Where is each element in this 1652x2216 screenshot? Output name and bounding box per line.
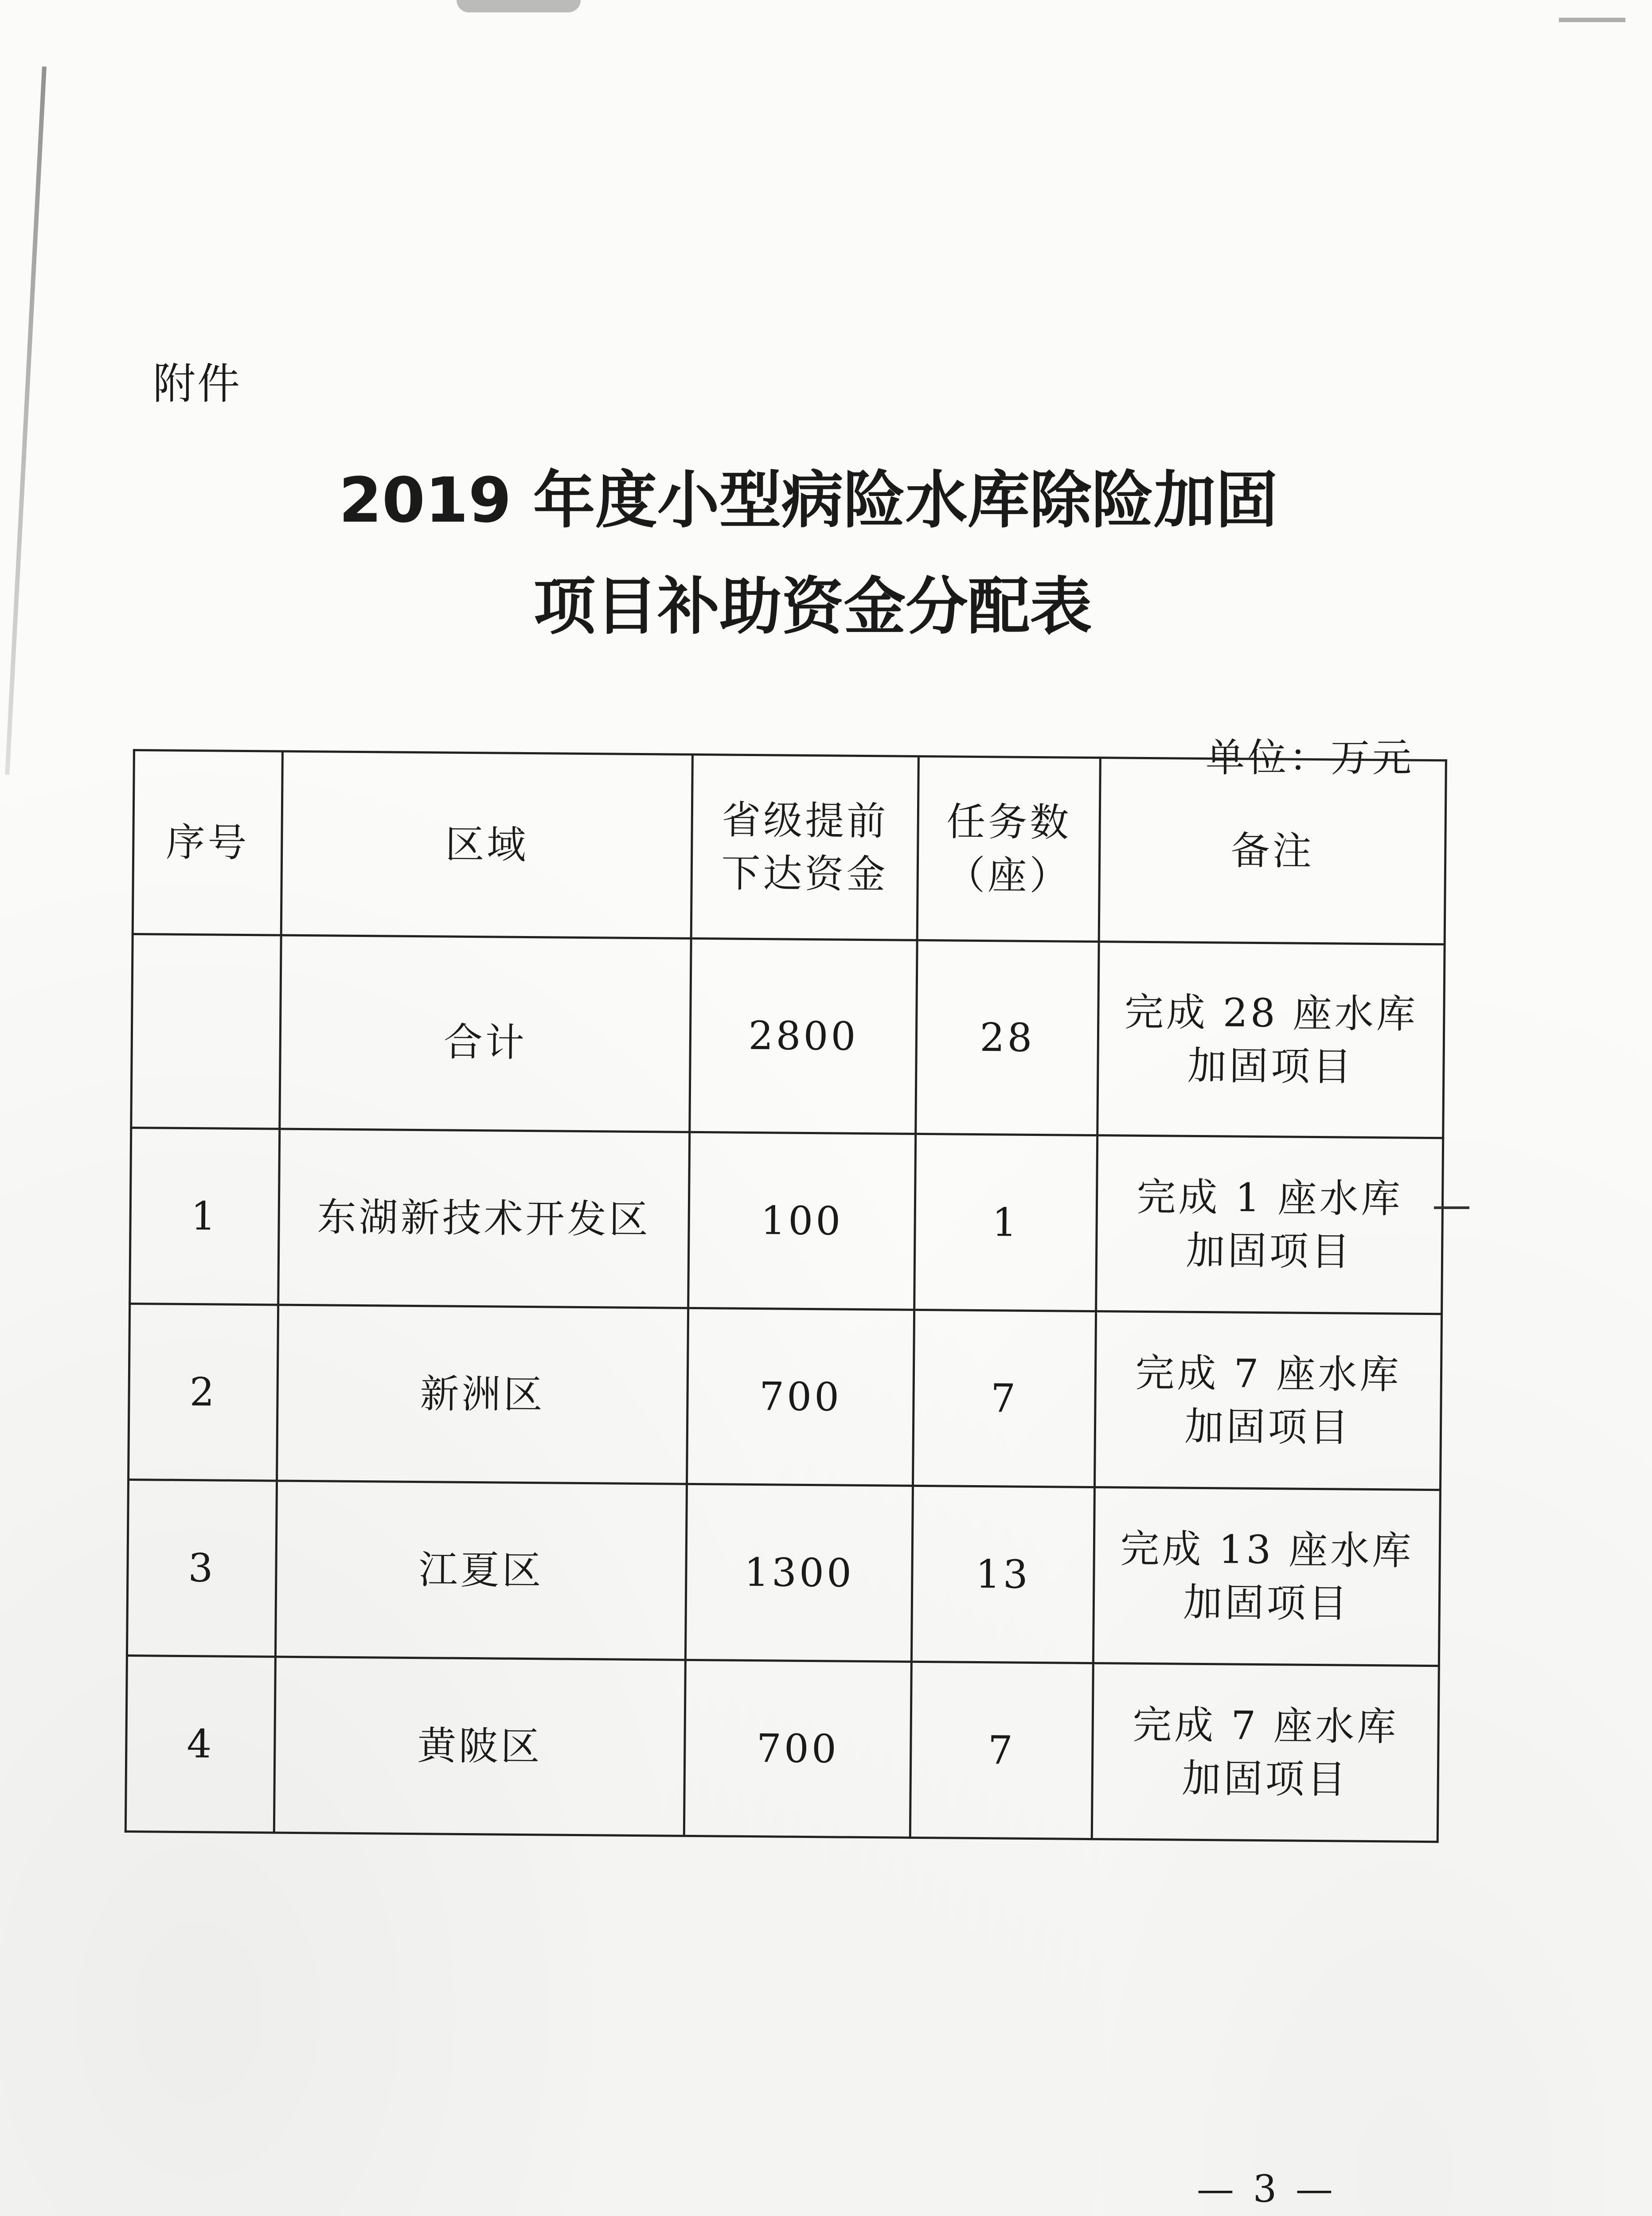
cell-no: 4 (125, 1655, 275, 1833)
cell-note-line-1: 完成 28 座水库 (1124, 989, 1418, 1037)
scan-smudge (457, 0, 581, 12)
allocation-table-wrapper (125, 749, 1445, 1810)
scan-mark (1559, 18, 1625, 22)
cell-task: 28 (916, 940, 1099, 1135)
table-row-total (131, 934, 1445, 1138)
table-header-row (133, 750, 1446, 944)
header-fund-line-1: 省级提前 (721, 797, 889, 844)
attachment-label: 附件 (153, 359, 242, 409)
cell-task: 13 (911, 1486, 1094, 1663)
cell-note-line-1: 完成 1 座水库 (1136, 1174, 1403, 1222)
header-task-line-2: （座） (945, 852, 1071, 899)
header-fund-line-2: 下达资金 (721, 850, 888, 897)
cell-task: 7 (910, 1662, 1093, 1839)
cell-area: 新洲区 (277, 1305, 688, 1484)
unit-label: 单位：万元 (1206, 735, 1414, 780)
cell-note-line-2: 加固项目 (1186, 1227, 1353, 1275)
header-no: 序号 (133, 750, 282, 936)
header-fund (691, 754, 918, 940)
cell-note (1093, 1487, 1440, 1666)
stray-pen-mark (1434, 1206, 1469, 1209)
cell-fund: 700 (684, 1660, 911, 1838)
cell-area: 黄陂区 (274, 1657, 685, 1836)
cell-area: 江夏区 (275, 1481, 687, 1660)
header-task-line-1: 任务数 (946, 799, 1072, 846)
cell-note (1097, 942, 1445, 1138)
table-row (129, 1303, 1442, 1490)
cell-no: 3 (127, 1479, 277, 1657)
cell-fund: 100 (688, 1132, 916, 1310)
cell-task: 1 (914, 1134, 1097, 1311)
cell-note (1092, 1663, 1439, 1842)
cell-fund: 2800 (690, 938, 917, 1134)
header-note: 备注 (1099, 758, 1446, 944)
table-row (127, 1479, 1440, 1666)
document-title-line-2: 项目补助资金分配表 (533, 571, 1092, 643)
header-area: 区域 (281, 751, 692, 938)
table-row (130, 1128, 1443, 1314)
cell-fund: 1300 (685, 1484, 913, 1662)
cell-no: 2 (129, 1303, 278, 1481)
allocation-table (125, 749, 1447, 1843)
cell-note-line-2: 加固项目 (1187, 1042, 1355, 1090)
table-row (125, 1655, 1439, 1841)
header-task (917, 756, 1100, 941)
cell-note (1096, 1135, 1443, 1314)
cell-note-line-1: 完成 7 座水库 (1132, 1701, 1399, 1750)
cell-no (131, 934, 281, 1129)
document-title-line-1: 2019 年度小型病险水库除险加固 (339, 464, 1278, 537)
cell-area: 东湖新技术开发区 (278, 1129, 690, 1308)
cell-note-line-2: 加固项目 (1183, 1579, 1350, 1627)
cell-area: 合计 (280, 935, 691, 1132)
page-number: — 3 — (1197, 2167, 1336, 2211)
cell-note-line-1: 完成 13 座水库 (1120, 1525, 1414, 1574)
cell-note (1094, 1311, 1441, 1490)
cell-no: 1 (130, 1128, 280, 1305)
cell-note-line-2: 加固项目 (1181, 1755, 1349, 1802)
cell-note-line-1: 完成 7 座水库 (1135, 1350, 1402, 1398)
cell-note-line-2: 加固项目 (1184, 1403, 1351, 1451)
scan-edge-line (5, 66, 47, 775)
cell-fund: 700 (687, 1308, 914, 1486)
cell-task: 7 (913, 1310, 1096, 1487)
